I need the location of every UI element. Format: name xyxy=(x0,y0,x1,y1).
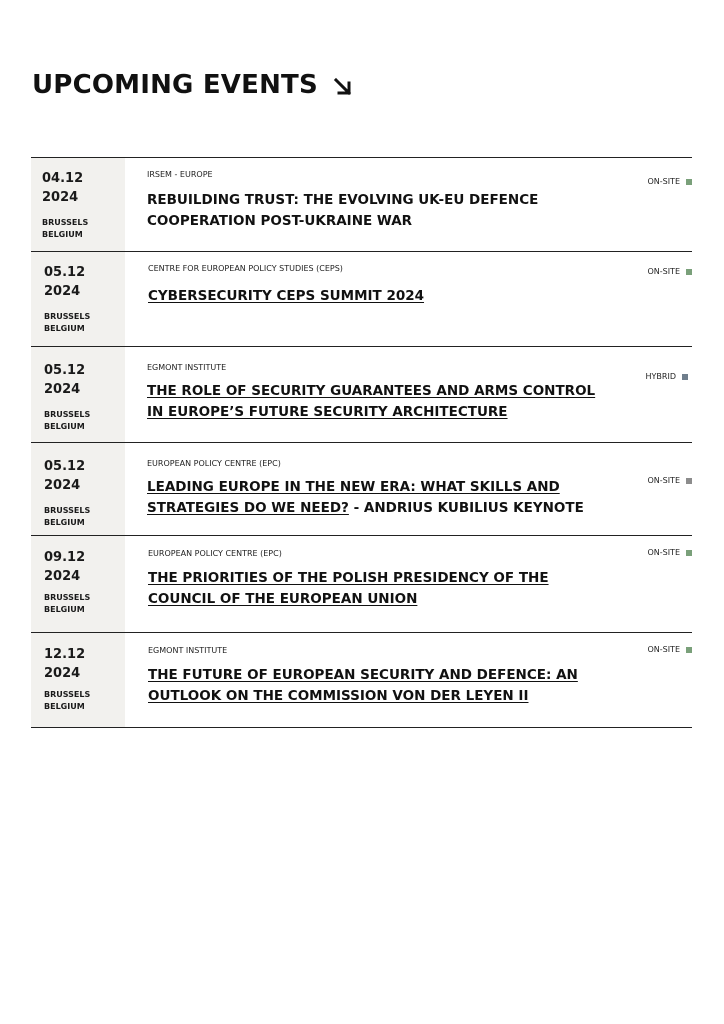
event-country: BELGIUM xyxy=(44,422,85,431)
event-format-badge xyxy=(647,645,692,654)
page-header xyxy=(32,70,354,100)
event-format-badge xyxy=(647,177,692,186)
event-title xyxy=(147,381,597,423)
event-title xyxy=(148,286,598,307)
event-row xyxy=(31,633,692,728)
event-year: 2024 xyxy=(42,190,79,205)
event-country: BELGIUM xyxy=(42,230,83,239)
event-year: 2024 xyxy=(44,569,81,584)
event-format-badge xyxy=(647,476,692,485)
event-day: 05.12 xyxy=(44,363,86,378)
event-city: BRUSSELS xyxy=(44,690,91,699)
event-title-link[interactable]: CYBERSECURITY CEPS SUMMIT 2024 xyxy=(148,288,425,304)
event-year: 2024 xyxy=(44,666,81,681)
event-country: BELGIUM xyxy=(44,518,85,527)
event-row xyxy=(31,443,692,536)
event-format-label: ON-SITE xyxy=(647,177,680,186)
event-year: 2024 xyxy=(44,382,81,397)
event-title-link[interactable]: LEADING EUROPE IN THE NEW ERA: WHAT SKILLS AND STRATEGIES DO WE NEED? xyxy=(147,479,560,516)
event-date-block xyxy=(31,633,125,727)
event-date-block xyxy=(31,347,125,442)
event-date-block xyxy=(31,536,125,632)
event-country: BELGIUM xyxy=(44,605,85,614)
event-format-label: ON-SITE xyxy=(647,267,680,276)
onsite-square-icon xyxy=(686,647,692,653)
event-title-text: REBUILDING TRUST: THE EVOLVING UK-EU DEFENCE COOPERATION POST-UKRAINE WAR xyxy=(147,192,539,229)
event-day: 05.12 xyxy=(44,265,86,280)
event-title-suffix: - ANDRIUS KUBILIUS KEYNOTE xyxy=(348,500,584,516)
event-details xyxy=(125,443,692,535)
event-row xyxy=(31,252,692,347)
event-title xyxy=(147,477,597,519)
onsite-square-icon xyxy=(686,550,692,556)
event-row xyxy=(31,158,692,252)
event-day: 05.12 xyxy=(44,459,86,474)
event-city: BRUSSELS xyxy=(44,312,91,321)
arrow-down-right-icon xyxy=(332,76,354,98)
event-title-link[interactable]: THE FUTURE OF EUROPEAN SECURITY AND DEFENCE: AN OUTLOOK ON THE COMMISSION VON DER LEYEN II xyxy=(148,667,578,704)
event-organizer: EGMONT INSTITUTE xyxy=(148,646,228,655)
event-format-badge xyxy=(647,548,692,557)
onsite-square-icon xyxy=(686,269,692,275)
event-format-label: ON-SITE xyxy=(647,548,680,557)
event-date-block xyxy=(31,443,125,535)
event-city: BRUSSELS xyxy=(44,593,91,602)
event-country: BELGIUM xyxy=(44,702,85,711)
event-city: BRUSSELS xyxy=(44,410,91,419)
page-title: UPCOMING EVENTS xyxy=(32,70,318,100)
event-format-label: ON-SITE xyxy=(647,645,680,654)
event-country: BELGIUM xyxy=(44,324,85,333)
events-list xyxy=(31,157,692,728)
onsite-square-icon xyxy=(686,179,692,185)
event-title-link[interactable]: THE PRIORITIES OF THE POLISH PRESIDENCY OF THE COUNCIL OF THE EUROPEAN UNION xyxy=(148,570,549,607)
event-year: 2024 xyxy=(44,478,81,493)
event-date-block xyxy=(31,158,125,251)
event-format-badge xyxy=(647,267,692,276)
event-title xyxy=(147,190,597,232)
event-format-badge xyxy=(646,372,688,381)
event-format-label: ON-SITE xyxy=(647,476,680,485)
event-organizer: EGMONT INSTITUTE xyxy=(147,363,227,372)
event-title-link[interactable]: THE ROLE OF SECURITY GUARANTEES AND ARMS CONTROL IN EUROPE’S FUTURE SECURITY ARCHITECTURE xyxy=(147,383,596,420)
event-organizer: CENTRE FOR EUROPEAN POLICY STUDIES (CEPS) xyxy=(148,264,343,273)
event-details xyxy=(125,633,692,727)
hybrid-square-icon xyxy=(682,374,688,380)
event-city: BRUSSELS xyxy=(44,506,91,515)
event-details xyxy=(125,252,692,346)
event-title xyxy=(148,568,598,610)
event-day: 04.12 xyxy=(42,171,84,186)
event-year: 2024 xyxy=(44,284,81,299)
event-organizer: IRSEM - EUROPE xyxy=(147,170,213,179)
event-city: BRUSSELS xyxy=(42,218,89,227)
event-title xyxy=(148,665,598,707)
event-row xyxy=(31,536,692,633)
event-day: 09.12 xyxy=(44,550,86,565)
event-details xyxy=(125,158,692,251)
event-organizer: EUROPEAN POLICY CENTRE (EPC) xyxy=(148,549,282,558)
event-day: 12.12 xyxy=(44,647,86,662)
event-details xyxy=(125,536,692,632)
onsite-square-icon xyxy=(686,478,692,484)
event-details xyxy=(125,347,692,442)
event-organizer: EUROPEAN POLICY CENTRE (EPC) xyxy=(147,459,281,468)
event-format-label: HYBRID xyxy=(645,372,676,381)
event-row xyxy=(31,347,692,443)
event-date-block xyxy=(31,252,125,346)
